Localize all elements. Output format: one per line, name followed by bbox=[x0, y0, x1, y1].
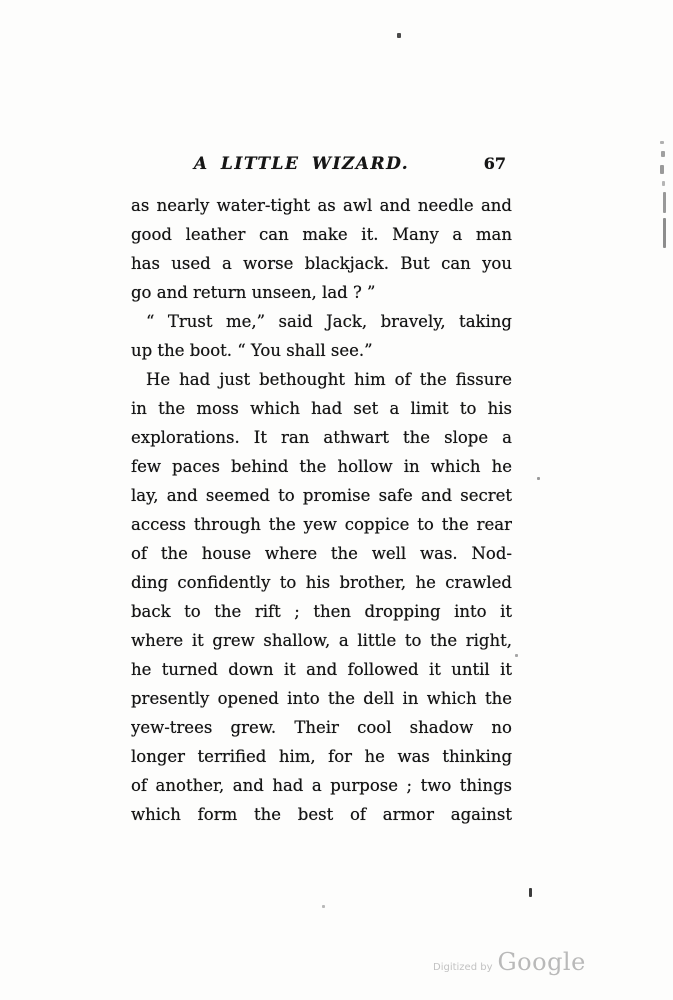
body-text bbox=[131, 191, 512, 829]
watermark bbox=[433, 948, 586, 976]
text-line: go and return unseen, lad ? ” bbox=[131, 283, 376, 302]
text-line: access through the yew coppice to the rear bbox=[131, 515, 512, 534]
scan-speck bbox=[660, 165, 664, 174]
scan-speck bbox=[515, 654, 518, 657]
text-line: lay, and seemed to promise safe and secret bbox=[131, 486, 512, 505]
text-line: good leather can make it. Many a man bbox=[131, 225, 512, 244]
page-title: A LITTLE WIZARD. bbox=[193, 154, 410, 174]
scan-speck bbox=[661, 151, 665, 157]
text-line: he turned down it and followed it until it bbox=[131, 660, 512, 679]
running-header bbox=[131, 154, 512, 176]
scan-speck bbox=[397, 33, 401, 38]
scan-speck bbox=[322, 905, 325, 908]
text-line: of the house where the well was. Nod- bbox=[131, 544, 512, 563]
text-line: “ Trust me,” said Jack, bravely, taking bbox=[146, 312, 512, 331]
text-line: has used a worse blackjack. But can you bbox=[131, 254, 512, 273]
text-line: yew-trees grew. Their cool shadow no bbox=[131, 718, 512, 737]
scan-speck bbox=[529, 888, 532, 897]
text-line: explorations. It ran athwart the slope a bbox=[131, 428, 512, 447]
scan-speck bbox=[663, 218, 666, 248]
text-line: in the moss which had set a limit to his bbox=[131, 399, 512, 418]
scan-speck bbox=[662, 181, 665, 186]
text-line: as nearly water-tight as awl and needle and bbox=[131, 196, 512, 215]
scan-speck bbox=[663, 192, 666, 213]
text-line: presently opened into the dell in which the bbox=[131, 689, 512, 708]
text-line: longer terrified him, for he was thinking bbox=[131, 747, 512, 766]
text-line: of another, and had a purpose ; two things bbox=[131, 776, 512, 795]
text-line: few paces behind the hollow in which he bbox=[131, 457, 512, 476]
text-line: back to the rift ; then dropping into it bbox=[131, 602, 512, 621]
watermark-prefix: Digitized by bbox=[433, 962, 493, 973]
text-line: He had just bethought him of the fissure bbox=[146, 370, 512, 389]
text-line: which form the best of armor against bbox=[131, 805, 512, 824]
text-line: up the boot. “ You shall see.” bbox=[131, 341, 373, 360]
google-logo: Google bbox=[497, 948, 586, 976]
text-line: ding confidently to his brother, he crawled bbox=[131, 573, 512, 592]
text-line: where it grew shallow, a little to the right, bbox=[131, 631, 512, 650]
scan-speck bbox=[660, 141, 664, 144]
page-number: 67 bbox=[483, 154, 506, 173]
scan-speck bbox=[537, 477, 540, 480]
